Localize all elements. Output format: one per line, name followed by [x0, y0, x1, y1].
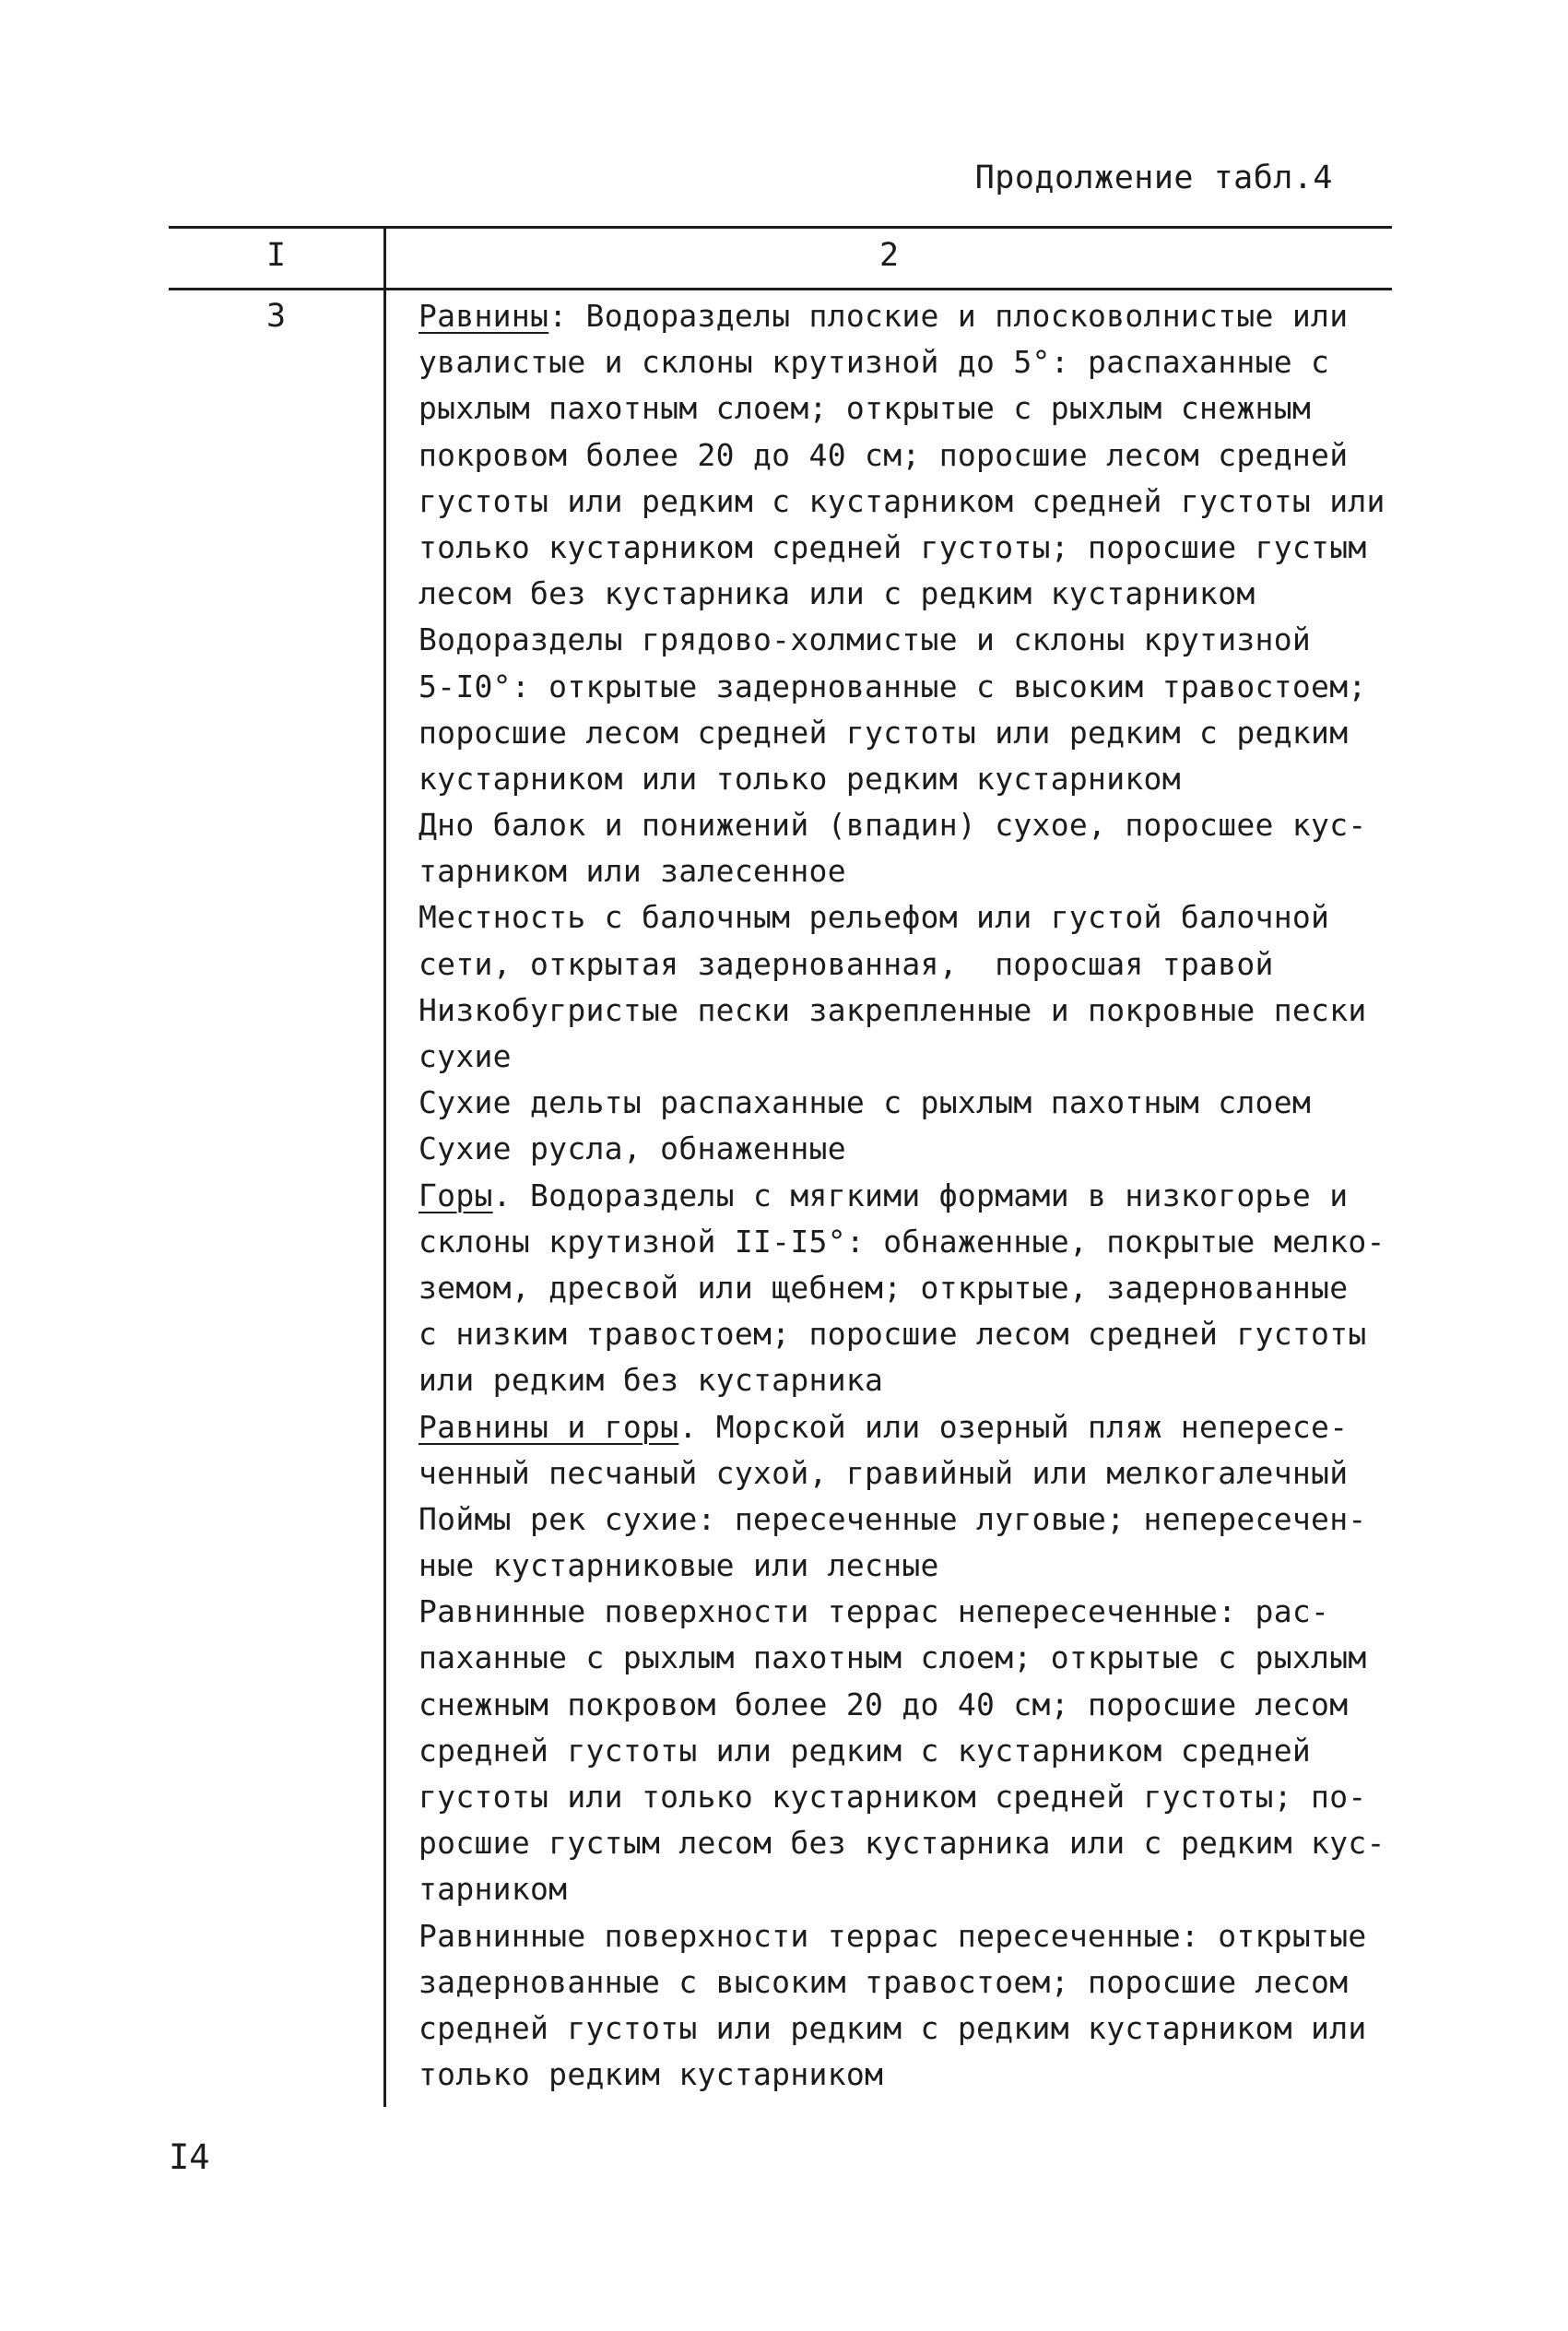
text-line	[419, 1173, 1405, 1219]
text-segment: Местность с балочным рельефом или густой балочной	[419, 899, 1330, 936]
text-segment: лесом без кустарника или с редким кустарником	[419, 575, 1256, 612]
text-line	[419, 479, 1405, 525]
text-line	[419, 1820, 1405, 1866]
text-line	[419, 617, 1405, 663]
text-segment: ченный песчаный сухой, гравийный или мелкогалечный	[419, 1454, 1349, 1491]
text-segment: . Морской или озерный пляж непересе-	[678, 1408, 1349, 1445]
text-segment: средней густоты или редким с кустарником средней	[419, 1732, 1312, 1769]
text-line	[419, 385, 1405, 432]
text-segment: с низким травостоем; поросшие лесом средней густоты	[419, 1316, 1367, 1353]
section-heading: Равнины	[419, 298, 549, 334]
text-line	[419, 1265, 1405, 1311]
text-line	[419, 571, 1405, 617]
text-line	[419, 2052, 1405, 2098]
text-line	[419, 432, 1405, 479]
text-line	[419, 941, 1405, 988]
text-segment: сухие	[419, 1038, 512, 1074]
text-line	[419, 2006, 1405, 2052]
text-line	[419, 1450, 1405, 1497]
text-line	[419, 1311, 1405, 1357]
terrain-description	[419, 293, 1405, 2098]
text-line	[419, 1219, 1405, 1265]
text-segment: густоты или редким с кустарником средней густоты или	[419, 482, 1385, 519]
text-line	[419, 894, 1405, 941]
text-segment: : Водоразделы плоские и плосковолнистые или	[548, 298, 1349, 334]
text-segment: задернованные с высоким травостоем; поросшие лесом	[419, 1963, 1349, 2000]
text-segment: Дно балок и понижений (впадин) сухое, поросшее кус-	[419, 807, 1367, 844]
row-number: 3	[265, 298, 287, 335]
text-line	[419, 1357, 1405, 1403]
text-segment: Поймы рек сухие: пересеченные луговые; непересечен-	[419, 1500, 1367, 1537]
text-segment: густоты или только кустарником средней густоты; по-	[419, 1779, 1367, 1815]
text-line	[419, 848, 1405, 894]
text-line	[419, 525, 1405, 571]
section-heading: Равнины и горы	[419, 1408, 679, 1445]
text-line	[419, 1543, 1405, 1589]
text-segment: кустарником или только редким кустарником	[419, 760, 1181, 797]
text-line	[419, 1497, 1405, 1543]
text-segment: рыхлым пахотным слоем; открытые с рыхлым снежным	[419, 390, 1312, 427]
text-segment: Водоразделы грядово-холмистые и склоны крутизной	[419, 621, 1312, 658]
column-header-1: I	[265, 237, 287, 274]
text-segment: только кустарником средней густоты; поросшие густым	[419, 528, 1367, 565]
text-segment: тарником или залесенное	[419, 853, 846, 890]
table-top-rule	[169, 226, 1392, 229]
text-segment: средней густоты или редким с редким кустарником или	[419, 2009, 1367, 2046]
page-number: I4	[169, 2137, 210, 2177]
text-segment: земом, дресвой или щебнем; открытые, задернованные	[419, 1269, 1349, 1306]
text-segment: . Водоразделы с мягкими формами в низкогорье и	[492, 1177, 1349, 1213]
text-line	[419, 1589, 1405, 1635]
text-line	[419, 1034, 1405, 1080]
text-line	[419, 1682, 1405, 1728]
text-segment: Равнинные поверхности террас пересеченные: открытые	[419, 1917, 1367, 1954]
section-heading: Горы	[419, 1177, 493, 1213]
text-segment: паханные с рыхлым пахотным слоем; открытые с рыхлым	[419, 1639, 1367, 1676]
text-segment: 5-I0°: открытые задернованные с высоким травостоем;	[419, 668, 1367, 704]
text-segment: тарником	[419, 1871, 568, 1908]
text-line	[419, 1404, 1405, 1450]
text-line	[419, 1080, 1405, 1126]
text-line	[419, 664, 1405, 710]
text-segment: сети, открытая задернованная, поросшая травой	[419, 945, 1274, 982]
text-segment: Равнинные поверхности террас непересеченные: рас-	[419, 1593, 1330, 1630]
text-line	[419, 1635, 1405, 1681]
text-segment: поросшие лесом средней густоты или редким с редким	[419, 714, 1349, 751]
text-line	[419, 756, 1405, 802]
text-line	[419, 1959, 1405, 2006]
text-segment: Сухие дельты распаханные с рыхлым пахотным слоем	[419, 1084, 1312, 1121]
text-line	[419, 1728, 1405, 1774]
text-line	[419, 802, 1405, 848]
text-segment: росшие густым лесом без кустарника или с редким кус-	[419, 1825, 1385, 1862]
text-segment: склоны крутизной II-I5°: обнаженные, покрытые мелко-	[419, 1223, 1385, 1260]
text-line	[419, 339, 1405, 385]
text-line	[419, 293, 1405, 339]
text-segment: Низкобугристые пески закрепленные и покровные пески	[419, 991, 1367, 1028]
text-segment: или редким без кустарника	[419, 1362, 884, 1399]
text-segment: Сухие русла, обнаженные	[419, 1130, 846, 1167]
table-column-divider	[383, 226, 386, 2107]
text-segment: ные кустарниковые или лесные	[419, 1547, 939, 1584]
text-line	[419, 988, 1405, 1034]
text-line	[419, 1774, 1405, 1820]
text-line	[419, 1866, 1405, 1912]
text-line	[419, 1913, 1405, 1959]
text-line	[419, 710, 1405, 756]
table-header-rule	[169, 288, 1392, 290]
table-continuation-label: Продолжение табл.4	[974, 160, 1333, 196]
text-line	[419, 1126, 1405, 1172]
text-segment: увалистые и склоны крутизной до 5°: распаханные с	[419, 344, 1330, 381]
text-segment: снежным покровом более 20 до 40 см; поросшие лесом	[419, 1686, 1349, 1722]
text-segment: покровом более 20 до 40 см; поросшие лесом средней	[419, 436, 1349, 473]
column-header-2: 2	[878, 237, 900, 274]
text-segment: только редким кустарником	[419, 2056, 884, 2093]
